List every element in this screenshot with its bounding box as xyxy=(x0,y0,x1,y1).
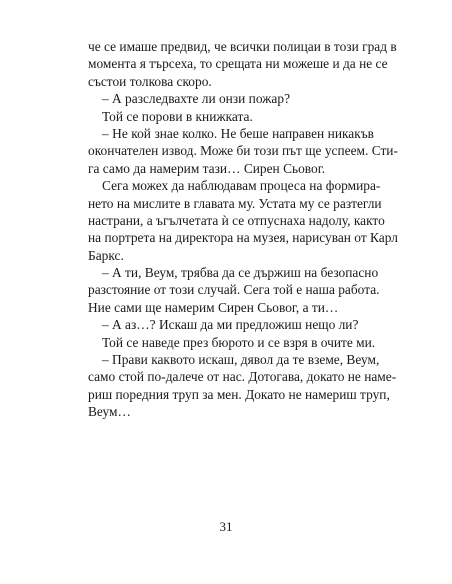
text-line: че се имаше предвид, че всички полицаи в този град в xyxy=(88,39,397,54)
text-line: – Не кой знае колко. Не беше направен никакъв xyxy=(102,125,374,141)
text-line: само стой по-далече от нас. Дотогава, докато не наме- xyxy=(88,369,397,385)
text-line: състои толкова скоро. xyxy=(88,73,212,89)
text-line: – А аз…? Искаш да ми предложиш нещо ли? xyxy=(102,317,359,333)
text-line: га само да намерим тази… Сирен Сьовог. xyxy=(88,160,326,176)
text-line: Сега можех да наблюдавам процеса на формира- xyxy=(102,178,381,194)
page-number: 31 xyxy=(219,519,233,534)
text-line: разстояние от този случай. Сега той е наша работа. xyxy=(88,282,380,298)
text-line: Баркс. xyxy=(88,247,124,263)
text-line: на портрета на директора на музея, нарисуван от Карл xyxy=(88,230,398,246)
text-line: настрани, а ъгълчетата ѝ се отпуснаха надолу, както xyxy=(88,212,385,228)
body-text xyxy=(88,38,398,421)
text-line: Веум… xyxy=(88,404,131,420)
text-line: момента я търсеха, то срещата ни можеше и да не се xyxy=(88,56,388,72)
text-line: – А ти, Веум, трябва да се държиш на безопасно xyxy=(102,265,379,281)
text-line: Той се порови в книжката. xyxy=(102,108,253,124)
text-line: окончателен извод. Може би този път ще успеем. Сти- xyxy=(88,143,398,159)
text-line: Ние сами ще намерим Сирен Сьовог, а ти… xyxy=(88,299,339,315)
text-line: – Прави каквото искаш, дявол да те вземе, Веум, xyxy=(102,352,380,368)
text-line: – А разследвахте ли онзи пожар? xyxy=(102,91,291,107)
text-line: Той се наведе през бюрото и се взря в очите ми. xyxy=(102,334,376,350)
text-line: риш поредния труп за мен. Докато не намериш труп, xyxy=(88,386,390,402)
text-line: нето на мислите в главата му. Устата му се разтегли xyxy=(88,195,382,211)
